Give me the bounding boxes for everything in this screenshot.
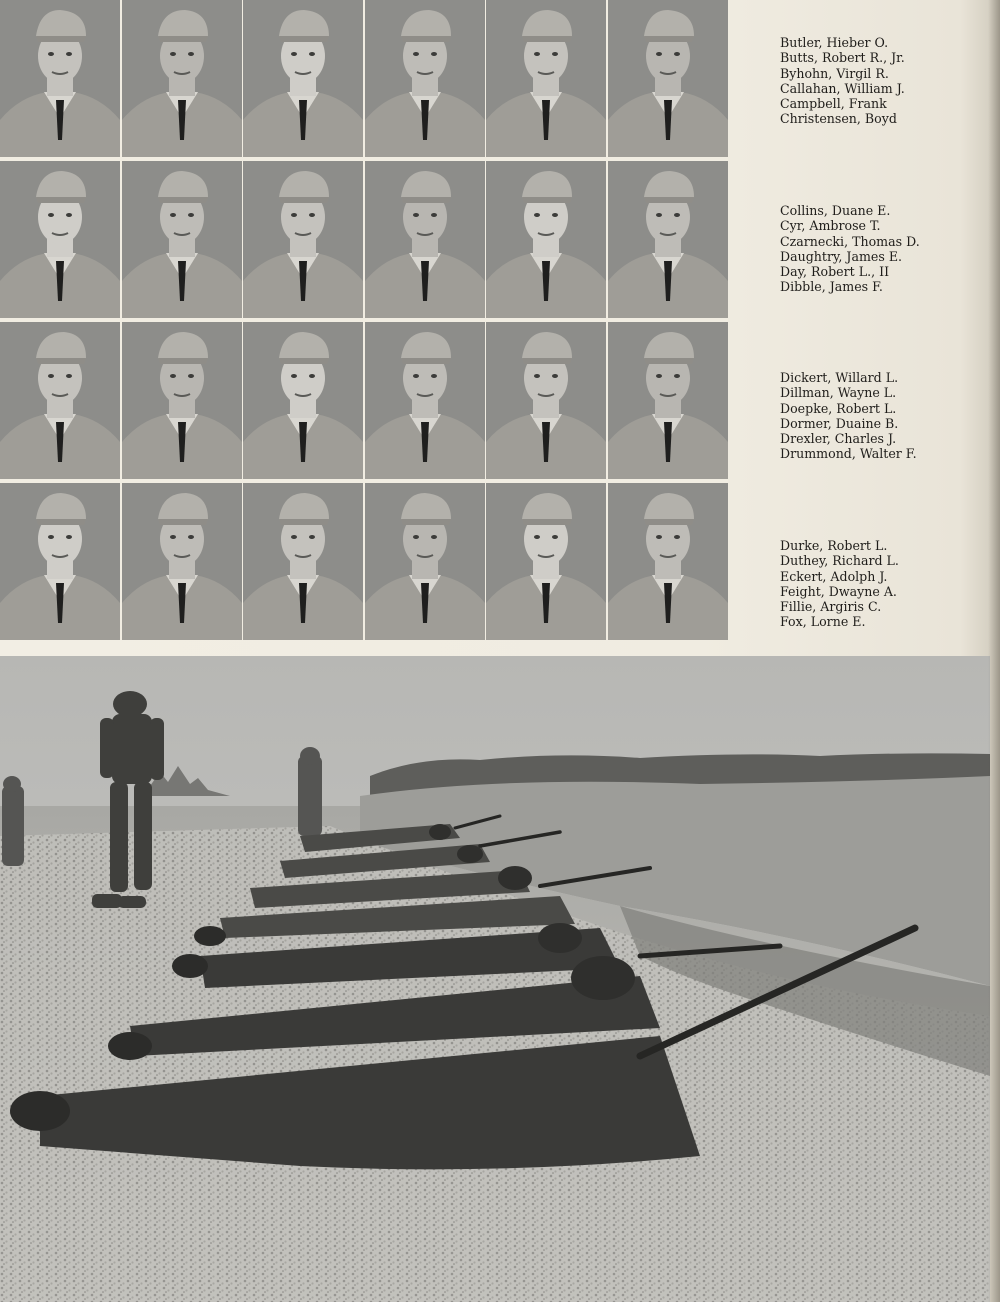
soldier-portrait (486, 0, 606, 157)
roster-name: Doepke, Robert L. (780, 400, 897, 416)
roster-name: Day, Robert L., II (780, 264, 890, 280)
soldier-portrait (243, 483, 363, 640)
roster-name: Butts, Robert R., Jr. (780, 50, 905, 66)
roster-name: Czarnecki, Thomas D. (780, 233, 920, 249)
soldier-portrait (243, 161, 363, 318)
soldier-portrait (0, 483, 120, 640)
soldier-portrait (243, 0, 363, 157)
soldier-portrait (122, 483, 242, 640)
roster-name: Fox, Lorne E. (780, 614, 866, 630)
roster-name: Dormer, Duaine B. (780, 415, 899, 431)
roster-name: Feight, Dwayne A. (780, 583, 897, 599)
roster-names-row-1 (780, 35, 980, 127)
roster-name: Dibble, James F. (780, 279, 883, 295)
roster-name: Dickert, Willard L. (780, 370, 899, 385)
roster-name: Dillman, Wayne L. (780, 385, 897, 401)
roster-name: Christensen, Boyd (780, 111, 897, 127)
roster-name: Butler, Hieber O. (780, 35, 889, 50)
roster-name: Fillie, Argiris C. (780, 599, 882, 615)
roster-name: Durke, Robert L. (780, 538, 888, 553)
soldier-portrait (122, 161, 242, 318)
soldier-portrait (608, 0, 728, 157)
roster-name: Drexler, Charles J. (780, 431, 897, 447)
roster-name: Campbell, Frank (780, 96, 887, 112)
soldier-portrait (486, 322, 606, 479)
roster-name: Drummond, Walter F. (780, 446, 917, 462)
roster-name: Eckert, Adolph J. (780, 568, 888, 584)
roster-names-row-3 (780, 370, 980, 462)
soldier-portrait (608, 322, 728, 479)
portrait-grid (0, 0, 728, 640)
soldier-portrait (365, 0, 485, 157)
soldier-portrait (243, 322, 363, 479)
roster-name: Cyr, Ambrose T. (780, 218, 881, 234)
soldier-portrait (365, 322, 485, 479)
roster-names-row-4 (780, 538, 980, 630)
roster-name: Collins, Duane E. (780, 203, 891, 218)
soldier-portrait (365, 161, 485, 318)
soldier-portrait (608, 483, 728, 640)
soldier-portrait (365, 483, 485, 640)
soldier-portrait (608, 161, 728, 318)
soldier-portrait (122, 322, 242, 479)
soldier-portrait (0, 0, 120, 157)
roster-names-row-2 (780, 203, 980, 295)
roster-name: Duthey, Richard L. (780, 553, 899, 569)
roster-name: Callahan, William J. (780, 80, 905, 96)
roster-name: Byhohn, Virgil R. (780, 65, 889, 81)
soldier-portrait (486, 483, 606, 640)
page-binding-shadow (988, 0, 1000, 1302)
roster-name: Daughtry, James E. (780, 248, 903, 264)
soldier-portrait (0, 161, 120, 318)
soldier-portrait (0, 322, 120, 479)
rifle-range-photo (0, 656, 990, 1302)
soldier-portrait (122, 0, 242, 157)
soldier-portrait (486, 161, 606, 318)
rifle-range-illustration (0, 656, 990, 1302)
